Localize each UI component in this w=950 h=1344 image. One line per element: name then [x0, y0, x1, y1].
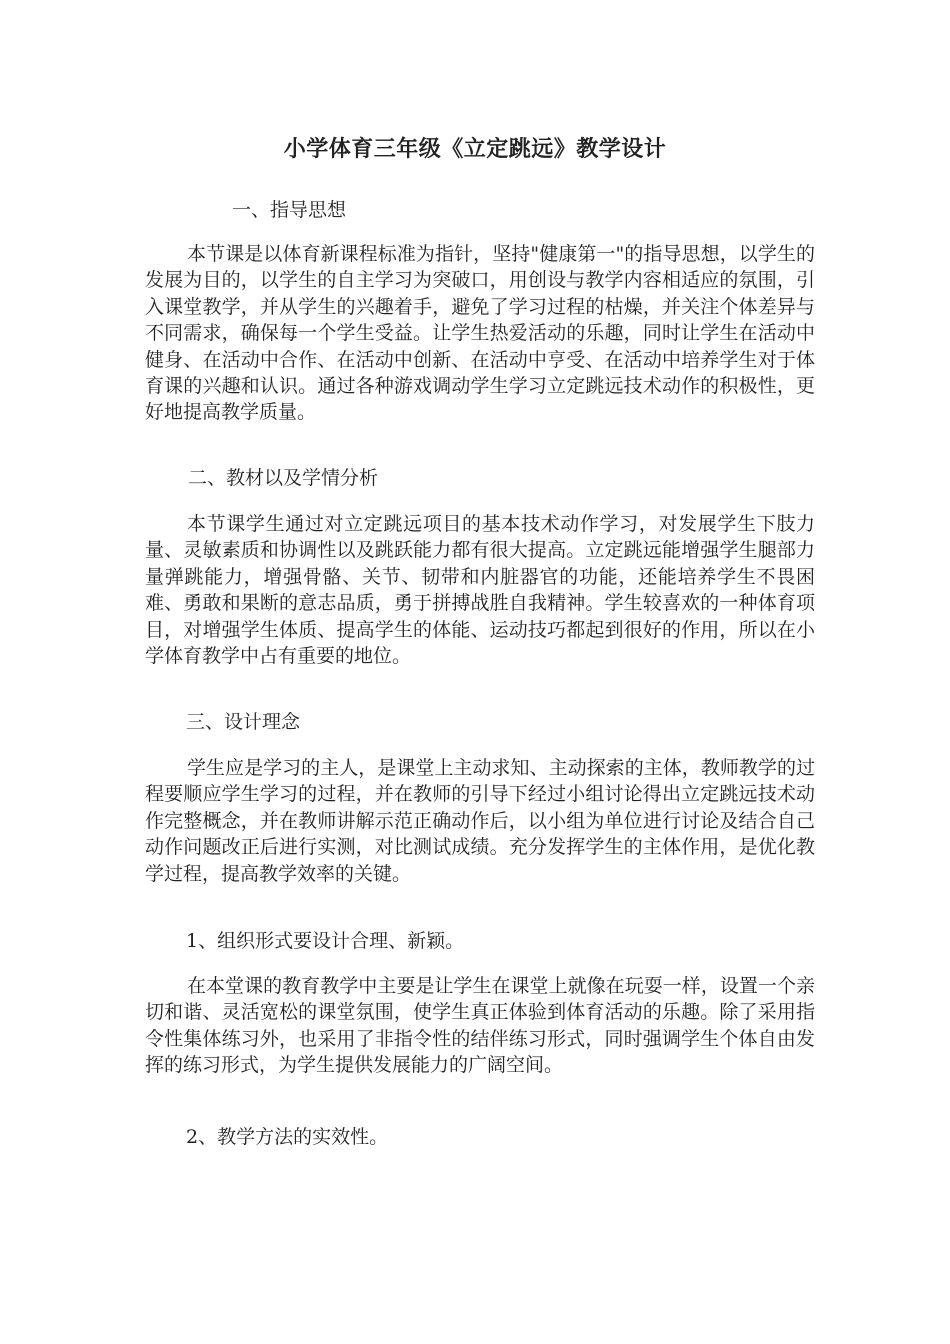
section-heading-material-analysis: 二、教材以及学情分析 — [188, 467, 379, 489]
section-paragraph-material-analysis: 本节课学生通过对立定跳远项目的基本技术动作学习，对发展学生下肢力量、灵敏素质和协调性以及跳跃能力都有很大提高。立定跳远能增强学生腿部力量弹跳能力，增强骨骼、关节、韧带和内脏器官的功能，还能培养学生不畏困难、勇敢和果断的意志品质，勇于拼搏战胜自我精神。学生较喜欢的一种体育项目，对增强学生体质、提高学生的体能、运动技巧都起到很好的作用，所以在小学体育教学中占有重要的地位。 — [145, 513, 815, 668]
subsection-heading-organization: 1、组织形式要设计合理、新颖。 — [186, 930, 465, 952]
section-paragraph-design-concept: 学生应是学习的主人，是课堂上主动求知、主动探索的主体，教师教学的过程要顺应学生学习的过程，并在教师的引导下经过小组讨论得出立定跳远技术动作完整概念，并在教师讲解示范正确动作后，以小组为单位进行讨论及结合自己动作问题改正后进行实测，对比测试成绩。充分发挥学生的主体作用，是优化教学过程，提高教学效率的关键。 — [145, 757, 815, 885]
document-title: 小学体育三年级《立定跳远》教学设计 — [283, 136, 667, 162]
section-heading-design-concept: 三、设计理念 — [186, 711, 301, 733]
subsection-paragraph-organization: 在本堂课的教育教学中主要是让学生在课堂上就像在玩耍一样，设置一个亲切和谐、灵活宽松的课堂氛围，使学生真正体验到体育活动的乐趣。除了采用指令性集体练习外，也采用了非指令性的结伴练习形式，同时强调学生个体自由发挥的练习形式，为学生提供发展能力的广阔空间。 — [145, 975, 815, 1077]
subsection-heading-teaching-method: 2、教学方法的实效性。 — [186, 1126, 389, 1148]
section-paragraph-guiding-ideology: 本节课是以体育新课程标准为指针，坚持"健康第一"的指导思想，以学生的发展为目的，以学生的自主学习为突破口，用创设与教学内容相适应的氛围，引入课堂教学，并从学生的兴趣着手，避免了学习过程的枯燥，并关注个体差异与不同需求，确保每一个学生受益。让学生热爱活动的乐趣，同时让学生在活动中健身、在活动中合作、在活动中创新、在活动中亨受、在活动中培养学生对于体育课的兴趣和认识。通过各种游戏调动学生学习立定跳远技术动作的积极性，更好地提高教学质量。 — [145, 243, 815, 424]
section-heading-guiding-ideology: 一、指导思想 — [232, 199, 347, 221]
